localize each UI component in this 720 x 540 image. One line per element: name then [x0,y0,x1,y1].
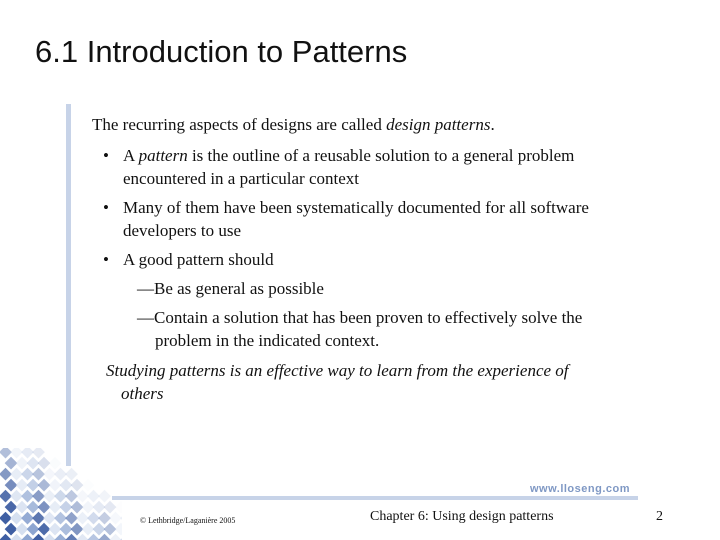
decor-tile [104,523,117,536]
decor-tile [5,501,18,514]
decor-tile [10,448,23,458]
chapter-label: Chapter 6: Using design patterns [370,509,554,524]
decor-tile [21,448,34,458]
decor-tile [60,523,73,536]
decor-tile [21,468,34,481]
decor-tile [54,512,67,525]
decor-tile [10,534,23,540]
decor-tile [43,534,56,540]
decor-tile [82,479,95,492]
decor-tile [5,479,18,492]
decor-tile [16,501,29,514]
decor-tile [27,523,40,536]
slide-title: 6.1 Introduction to Patterns [35,34,408,69]
decor-tile [82,501,95,514]
decor-tile [71,501,84,514]
decor-tile [0,448,12,458]
closing-continuation: others [121,384,164,403]
decor-tile [87,534,100,540]
decor-tile [21,534,34,540]
decor-tile [120,512,122,525]
sub-item-1-text: Be as general as possible [154,279,324,298]
decor-tile [65,534,78,540]
sub-item-2-continuation: problem in the indicated context. [155,331,380,350]
decor-tile [109,512,122,525]
decor-tile [27,479,40,492]
decor-tile [0,468,12,481]
corner-decoration [0,448,122,540]
decor-tile [32,468,45,481]
bullet-item-3 [103,248,274,271]
bullet-item-2 [103,196,589,219]
dash-icon: — [137,308,154,327]
intro-line [92,113,495,136]
decor-tile [104,501,117,514]
sub-item-1 [137,277,324,300]
decor-tile [16,457,29,470]
decor-tile [43,490,56,503]
decor-tile [0,490,12,503]
decor-tile [115,501,122,514]
decor-tile [54,534,67,540]
decor-tile [98,534,111,540]
dash-icon: — [137,279,154,298]
decor-tile [5,457,18,470]
intro-text: The recurring aspects of designs are called [92,115,387,134]
page-number: 2 [656,509,663,524]
decor-tile [16,523,29,536]
decor-tile [65,490,78,503]
copyright-notice: © Lethbridge/Laganière 2005 [140,516,236,525]
decor-tile [54,490,67,503]
decor-tile [32,448,45,458]
decor-tile [0,512,12,525]
decor-tile [76,512,89,525]
decor-tile [43,512,56,525]
decor-tile [71,479,84,492]
sub-item-2 [137,306,582,329]
bullet-1-prefix: A [123,146,139,165]
bottom-accent-rule [112,496,638,500]
decor-tile [43,468,56,481]
decor-tile [10,512,23,525]
decor-tile [76,534,89,540]
decor-tile [60,479,73,492]
bullet-1-continuation: encountered in a particular context [123,169,359,188]
left-accent-rule [66,104,71,466]
decor-tile [21,490,34,503]
bullet-1-emphasis: pattern [138,146,188,165]
decor-tile [21,512,34,525]
decor-tile [87,512,100,525]
decor-tile [71,523,84,536]
decor-tile [93,501,106,514]
decor-tile [54,468,67,481]
decor-tile [65,468,78,481]
decor-tile [93,523,106,536]
intro-end: . [490,115,495,134]
decor-tile [38,523,51,536]
bullet-1-rest: is the outline of a reusable solution to a general problem [187,146,575,165]
bullet-2-continuation: developers to use [123,221,242,240]
website-link[interactable]: www.lloseng.com [530,483,630,495]
decor-tile [98,512,111,525]
decor-tile [82,523,95,536]
decor-tile [5,523,18,536]
decor-tile [27,501,40,514]
decor-tile [49,523,62,536]
decor-tile [109,534,122,540]
decor-tile [38,457,51,470]
decor-tile [76,490,89,503]
decor-tile [32,534,45,540]
decor-tile [0,534,12,540]
decor-tile [38,501,51,514]
bullet-dot-icon: • [103,198,109,217]
decor-tile [49,457,62,470]
bullet-item-1 [103,144,574,167]
decor-tile [65,512,78,525]
sub-item-2-text: Contain a solution that has been proven to effectively solve the [154,308,583,327]
decor-tile [60,501,73,514]
bullet-dot-icon: • [103,146,109,165]
bullet-2-text: Many of them have been systematically documented for all software [123,198,589,217]
decor-tile [115,523,122,536]
decor-tile [10,490,23,503]
decor-tile [98,490,111,503]
intro-emphasis: design patterns [386,115,491,134]
decor-tile [32,512,45,525]
decor-tile [49,501,62,514]
bullet-dot-icon: • [103,250,109,269]
decor-tile [10,468,23,481]
decor-tile [16,479,29,492]
closing-line: Studying patterns is an effective way to learn from the experience of [106,361,569,380]
decor-tile [38,479,51,492]
bullet-3-text: A good pattern should [123,250,274,269]
decor-tile [49,479,62,492]
decor-tile [27,457,40,470]
decor-tile [32,490,45,503]
decor-tile [87,490,100,503]
